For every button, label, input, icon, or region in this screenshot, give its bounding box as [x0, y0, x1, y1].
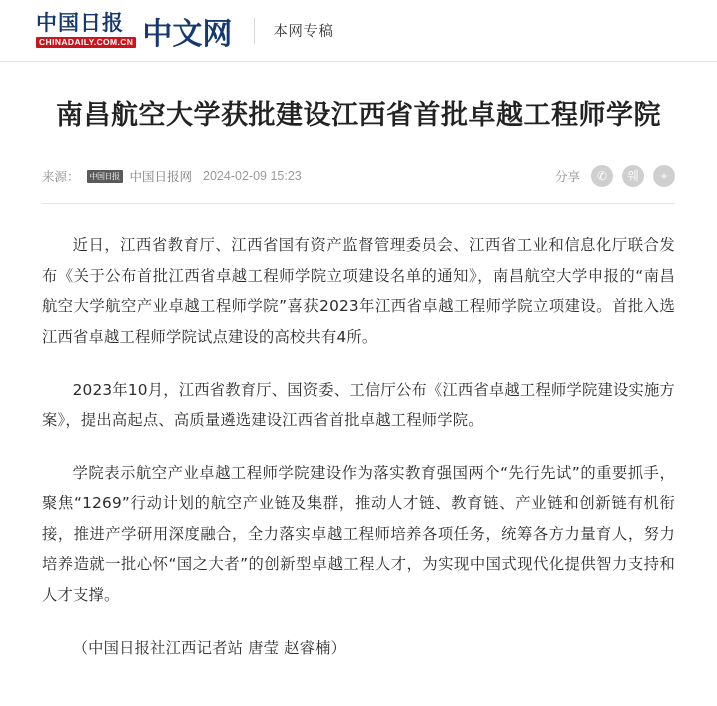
logo-chinese-text: 中国日报 — [36, 11, 124, 36]
article-container — [0, 96, 717, 663]
site-logo[interactable] — [36, 9, 232, 53]
meta-divider — [42, 203, 675, 204]
source-badge: 中国日报 — [87, 170, 123, 183]
meta-source-label: 来源： — [42, 170, 80, 185]
meta-timestamp: 2024-02-09 15:23 — [203, 169, 302, 184]
meta-source-name: 中国日报网 — [129, 170, 193, 185]
wechat-share-icon[interactable]: ✆ — [591, 165, 613, 187]
logo-zhongwenwang-text: 中文网 — [142, 16, 233, 52]
article-paragraph: 近日，江西省教育厅、江西省国有资产监督管理委员会、江西省工业和信息化厅联合发布《关于公布首批江西省卓越工程师学院立项建设名单的通知》，南昌航空大学申报的“南昌航空大学航空产业卓越工程师学院”喜获2023年江西省卓越工程师学院立项建设。首批入选江西省卓越工程师学院试点建设的高校共有4所。 — [42, 236, 675, 346]
logo-domain-text: CHINADAILY.COM.CN — [36, 37, 136, 48]
article-byline: （中国日报社江西记者站 唐莹 赵睿楠） — [72, 638, 347, 657]
header-divider — [254, 18, 255, 44]
share-label: 分享 — [554, 170, 580, 185]
article-paragraph: 学院表示航空产业卓越工程师学院建设作为落实教育强国两个“先行先试”的重要抓手，聚焦“1269”行动计划的航空产业链及集群，推动人才链、教育链、产业链和创新链有机衔接，推进产学研用深度融合，全力落实卓越工程师培养各项任务，统筹各方力量育人，努力培养造就一批心怀“国之大者”的创新型卓越工程人才，为实现中国式现代化提供智力支持和人才支撑。 — [42, 463, 675, 605]
article-body — [42, 230, 675, 663]
site-header — [0, 0, 717, 62]
more-share-icon[interactable]: + — [653, 165, 675, 187]
article-paragraph: 2023年10月，江西省教育厅、国资委、工信厅公布《江西省卓越工程师学院建设实施方案》，提出高起点、高质量遴选建设江西省首批卓越工程师学院。 — [42, 380, 675, 430]
meta-source-group — [42, 167, 302, 185]
weibo-share-icon[interactable]: 웨 — [622, 165, 644, 187]
header-tag-label: 本网专稿 — [273, 24, 334, 40]
article-meta — [42, 165, 675, 187]
share-group — [555, 165, 675, 187]
page-title: 南昌航空大学获批建设江西省首批卓越工程师学院 — [56, 100, 661, 131]
logo-chinadaily — [36, 13, 136, 48]
